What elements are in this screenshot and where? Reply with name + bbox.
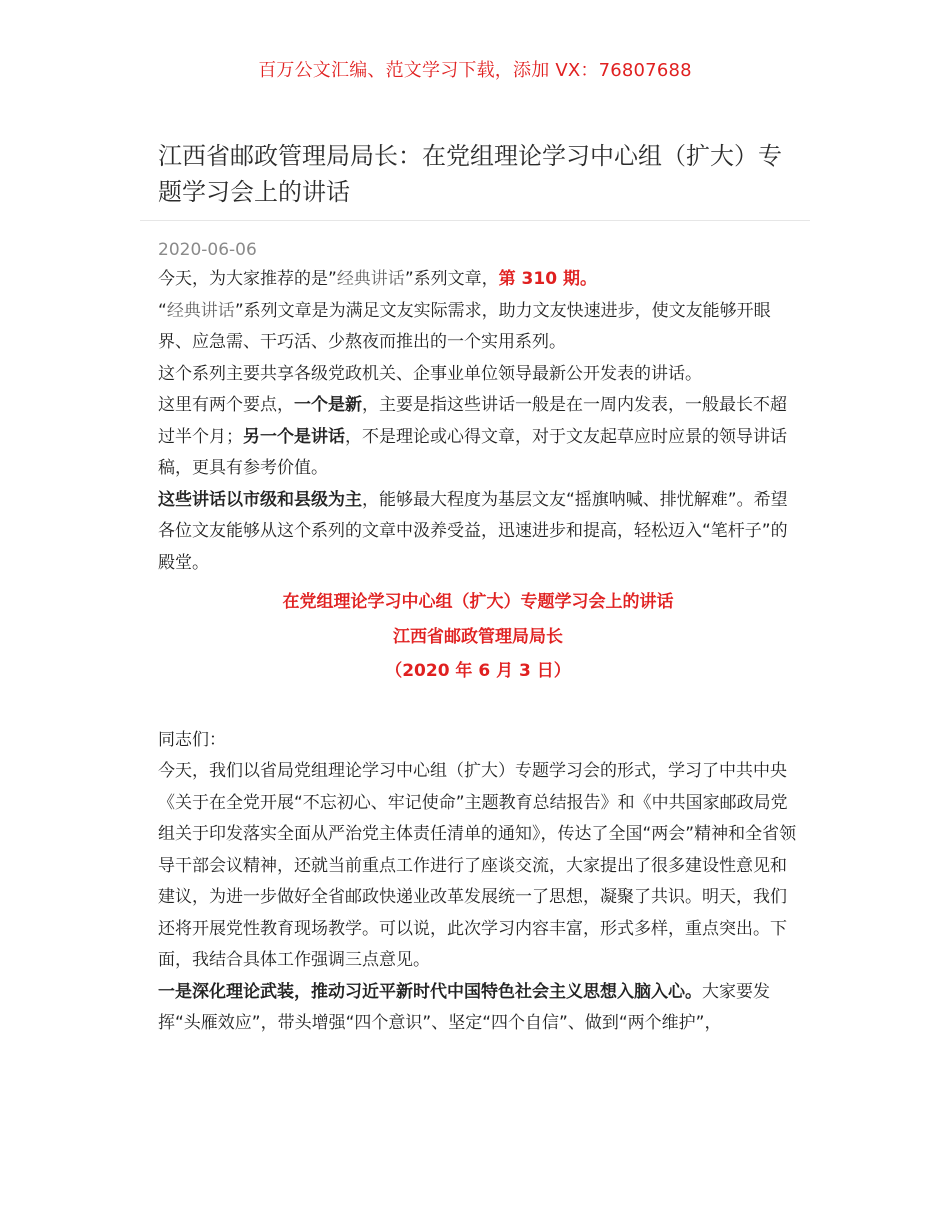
body-paragraph <box>158 977 798 1040</box>
intro-text: ，主要是指这些讲话一般是在一周内发表，一般最长不超过半个月； <box>158 395 787 447</box>
salutation: 同志们： <box>158 729 226 750</box>
publish-date: 2020-06-06 <box>158 240 257 260</box>
title-divider <box>140 220 810 221</box>
speech-heading: 在党组理论学习中心组（扩大）专题学习会上的讲话 <box>282 592 674 612</box>
key-point: 另一个是讲话 <box>243 426 345 447</box>
key-point: 一个是新 <box>294 395 362 415</box>
series-name: 经典讲话 <box>166 300 235 321</box>
intro-text: ，能够最大程度为基层文友“摇旗呐喊、排忧解难”。希望各位文友能够从这个系列的文章中汲养受益，迅速进步和提高，轻松迈入“笔杆子”的殿堂。 <box>158 489 788 573</box>
intro-paragraph <box>158 264 798 296</box>
section-lead: 一是深化理论武装，推动习近平新时代中国特色社会主义思想入脑入心。 <box>158 981 702 1002</box>
body-paragraph: 今天，我们以省局党组理论学习中心组（扩大）专题学习会的形式，学习了中共中央《关于在全党开展“不忘初心、牢记使命”主题教育总结报告》和《中共国家邮政局党组关于印发落实全面从严治党主体责任清单的通知》，传达了全国“两会”精神和全省领导干部会议精神，还就当前重点工作进行了座谈交流，大家提出了很多建设性意见和建议，为进一步做好全省邮政快递业改革发展统一了思想，凝聚了共识。明天，我们还将开展党性教育现场教学。可以说，此次学习内容丰富，形式多样，重点突出。下面，我结合具体工作强调三点意见。 <box>158 761 797 970</box>
intro-paragraph <box>158 390 798 485</box>
intro-text: ”系列文章是为满足文友实际需求，助力文友快速进步，使文友能够开眼界、应急需、干巧活、少熬夜而推出的一个实用系列。 <box>158 300 771 352</box>
intro-text: “ <box>158 300 167 321</box>
intro-paragraph <box>158 485 798 580</box>
intro-text: 这里有两个要点， <box>158 395 294 415</box>
key-point: 这些讲话以市级和县级为主 <box>158 489 362 510</box>
intro-paragraph: 这个系列主要共享各级党政机关、企事业单位领导最新公开发表的讲话。 <box>158 363 702 384</box>
speech-date: （2020 年 6 月 3 日） <box>385 661 571 681</box>
promo-banner: 百万公文汇编、范文学习下载，添加 VX：76807688 <box>258 60 692 81</box>
intro-text: 今天，为大家推荐的是” <box>158 269 337 289</box>
issue-number: 第 310 期。 <box>498 269 597 289</box>
intro-text: ，不是理论或心得文章，对于文友起草应时应景的领导讲话稿，更具有参考价值。 <box>158 426 787 478</box>
article-title: 江西省邮政管理局局长：在党组理论学习中心组（扩大）专题学习会上的讲话 <box>158 142 782 206</box>
article-body <box>158 264 798 1040</box>
body-text: 大家要发挥“头雁效应”，带头增强“四个意识”、坚定“四个自信”、做到“两个维护”， <box>158 981 770 1033</box>
series-name: 经典讲话 <box>336 269 405 289</box>
intro-text: ”系列文章， <box>404 269 499 289</box>
speech-speaker: 江西省邮政管理局局长 <box>393 626 563 647</box>
intro-paragraph <box>158 296 798 359</box>
